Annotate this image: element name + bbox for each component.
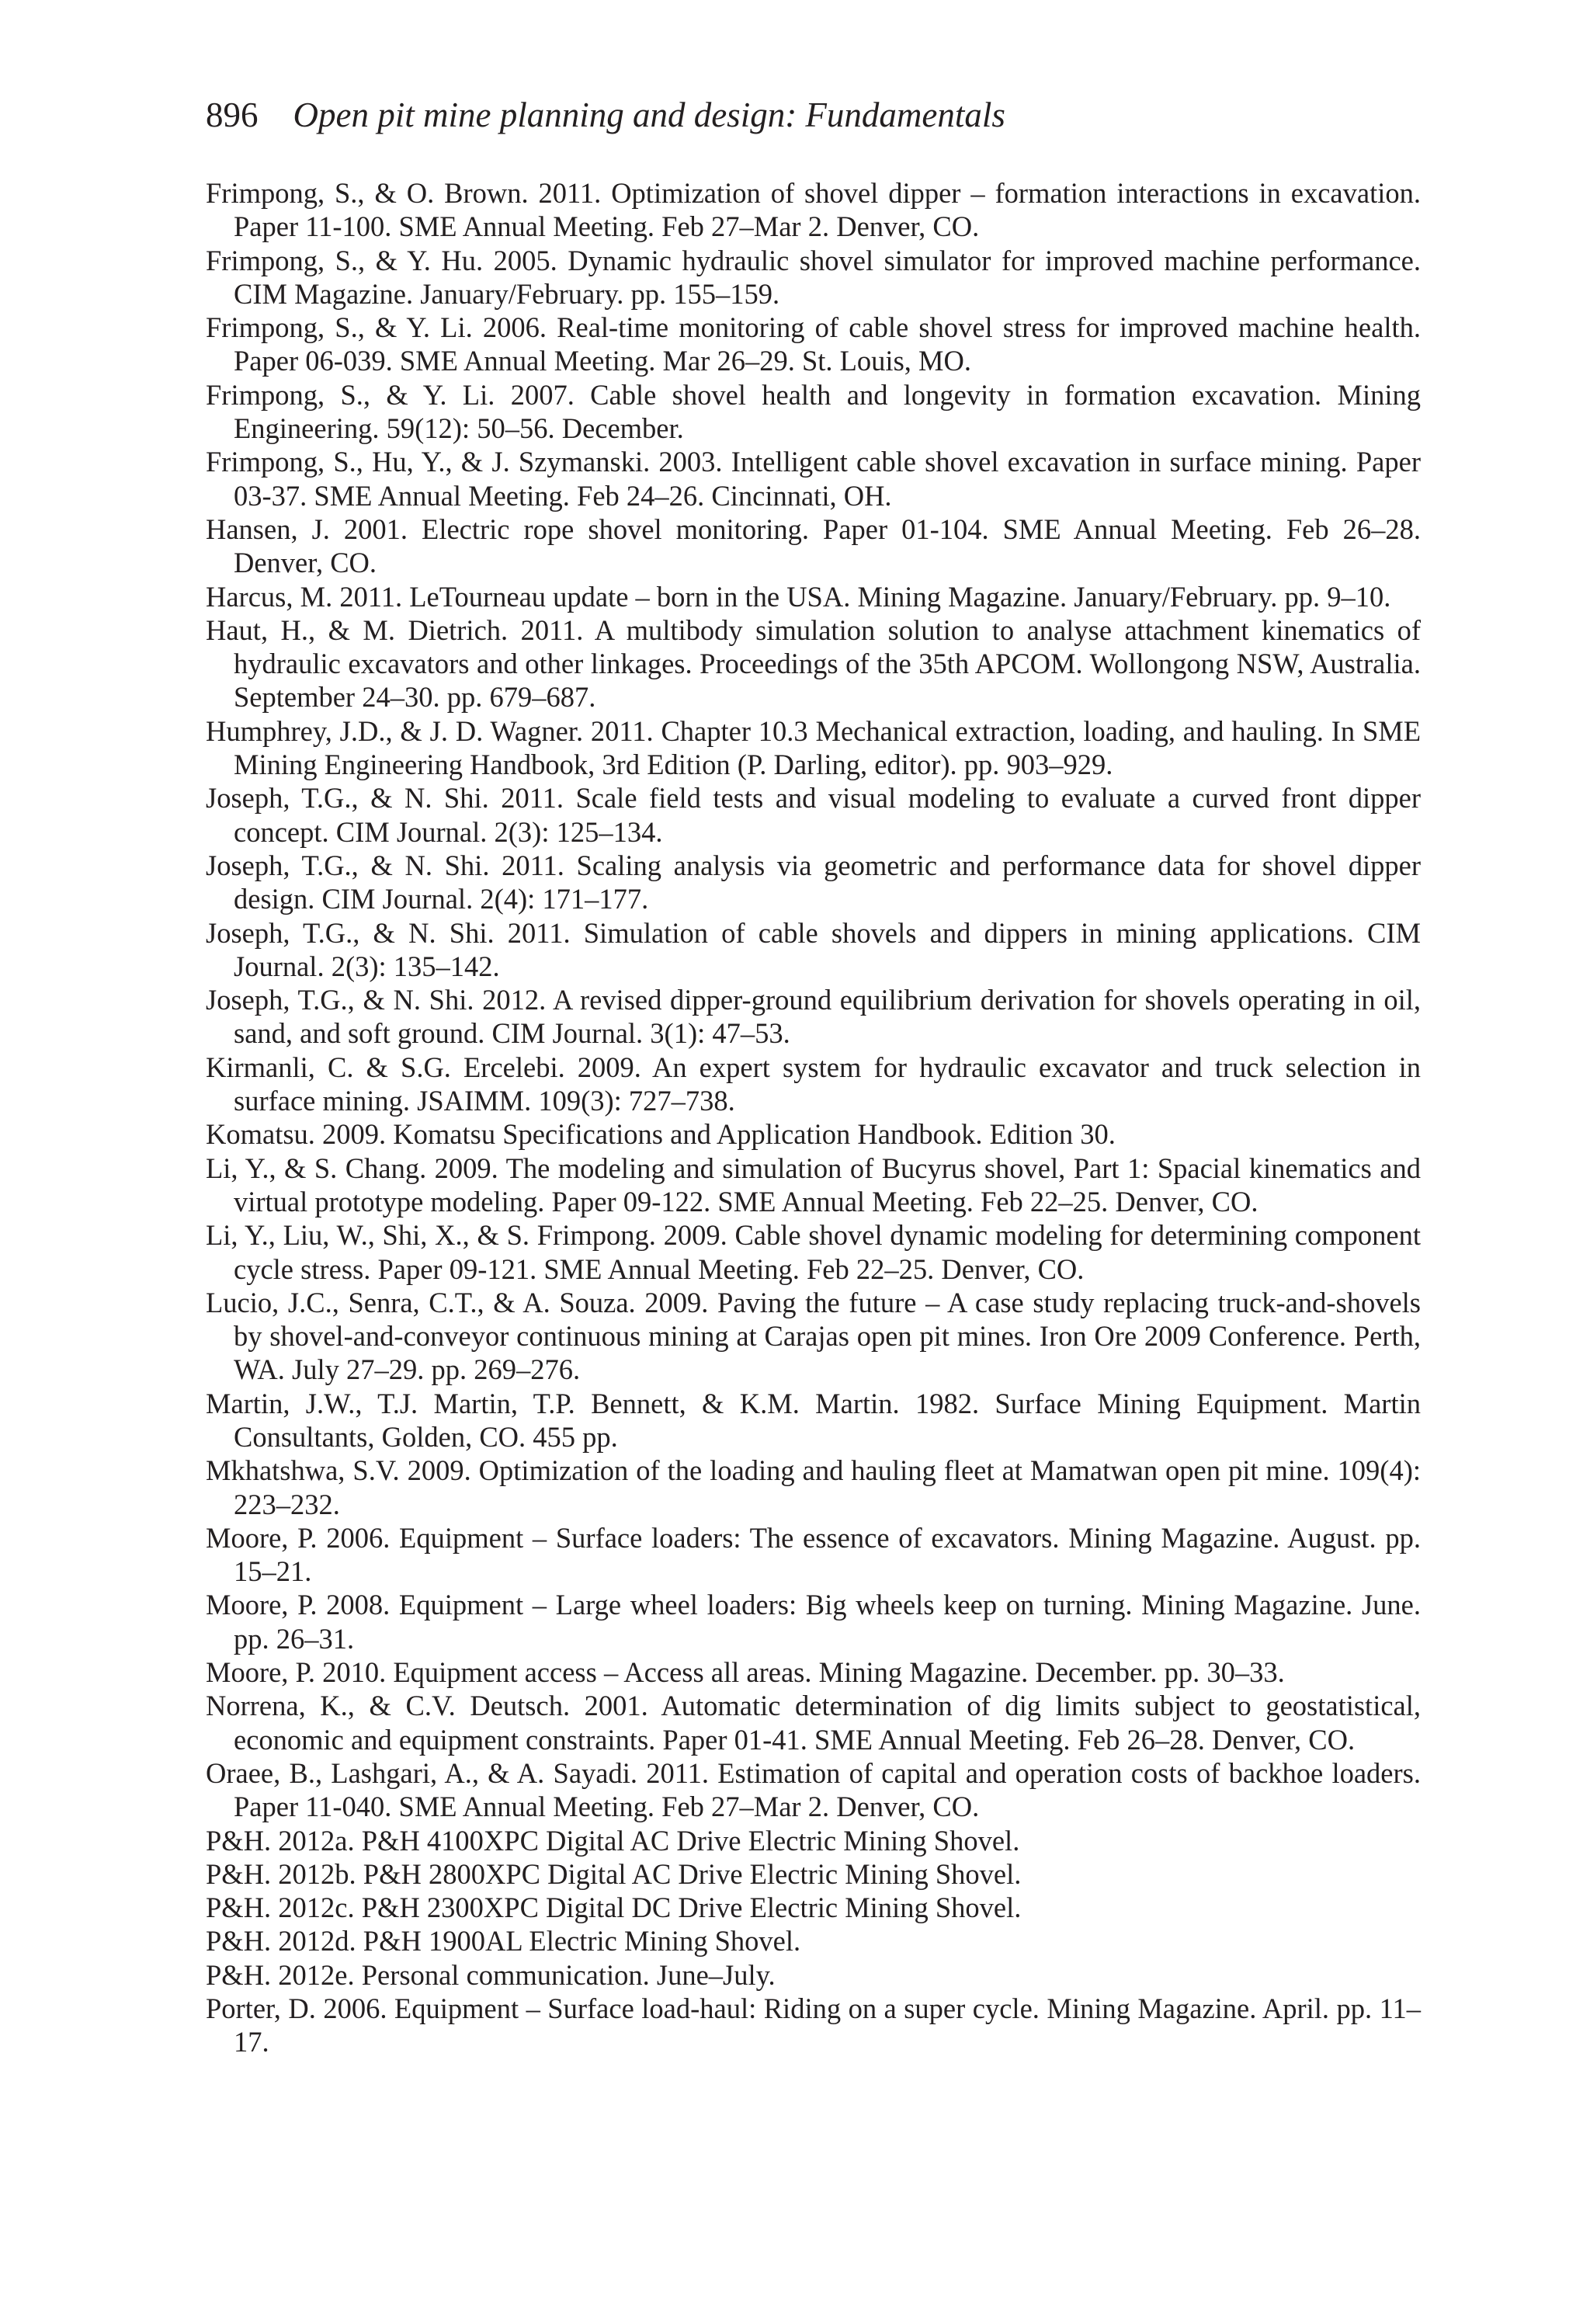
reference-entry: Komatsu. 2009. Komatsu Specifications and Application Handbook. Edition 30. <box>206 1118 1116 1151</box>
reference-entry: Frimpong, S., & O. Brown. 2011. Optimization of shovel dipper – formation interactions in excavation. Paper 11-100. SME Annual Meeting. Feb 27–Mar 2. Denver, CO. <box>206 177 1421 243</box>
reference-entry: Oraee, B., Lashgari, A., & A. Sayadi. 2011. Estimation of capital and operation costs of backhoe loaders. Paper 11-040. SME Annual Meeting. Feb 27–Mar 2. Denver, CO. <box>206 1756 1421 1823</box>
reference-entry: Mkhatshwa, S.V. 2009. Optimization of the loading and hauling fleet at Mamatwan open pit mine. 109(4): 223–232. <box>206 1454 1421 1520</box>
page-number: 896 <box>206 96 259 134</box>
reference-entry: Frimpong, S., & Y. Li. 2007. Cable shovel health and longevity in formation excavation. Mining Engineering. 59(12): 50–56. December. <box>206 378 1421 445</box>
reference-entry: Joseph, T.G., & N. Shi. 2011. Scale field tests and visual modeling to evaluate a curved front dipper concept. CIM Journal. 2(3): 125–134. <box>206 782 1421 848</box>
reference-entry: Joseph, T.G., & N. Shi. 2011. Simulation of cable shovels and dippers in mining applications. CIM Journal. 2(3): 135–142. <box>206 916 1421 982</box>
reference-entry: Frimpong, S., & Y. Hu. 2005. Dynamic hydraulic shovel simulator for improved machine performance. CIM Magazine. January/February. pp. 155–159. <box>206 244 1421 310</box>
reference-entry: Moore, P. 2010. Equipment access – Access all areas. Mining Magazine. December. pp. 30–33. <box>206 1656 1285 1689</box>
reference-entry: Humphrey, J.D., & J. D. Wagner. 2011. Chapter 10.3 Mechanical extraction, loading, and hauling. In SME Mining Engineering Handbook, 3rd Edition (P. Darling, editor). pp. 903–929. <box>206 714 1421 781</box>
reference-entry: Hansen, J. 2001. Electric rope shovel monitoring. Paper 01-104. SME Annual Meeting. Feb 26–28. Denver, CO. <box>206 512 1421 579</box>
reference-entry: Li, Y., Liu, W., Shi, X., & S. Frimpong. 2009. Cable shovel dynamic modeling for determining component cycle stress. Paper 09-121. SME Annual Meeting. Feb 22–25. Denver, CO. <box>206 1219 1421 1285</box>
reference-entry: Haut, H., & M. Dietrich. 2011. A multibody simulation solution to analyse attachment kinematics of hydraulic excavators and other linkages. Proceedings of the 35th APCOM. Wollongong NSW, Australia. September 24–30. pp. 679–687. <box>206 613 1421 714</box>
reference-entry: Joseph, T.G., & N. Shi. 2011. Scaling analysis via geometric and performance data for shovel dipper design. CIM Journal. 2(4): 171–177. <box>206 849 1421 915</box>
reference-entry: Frimpong, S., & Y. Li. 2006. Real-time monitoring of cable shovel stress for improved machine health. Paper 06-039. SME Annual Meeting. Mar 26–29. St. Louis, MO. <box>206 311 1421 377</box>
reference-entry: P&H. 2012e. Personal communication. June–July. <box>206 1958 776 1991</box>
reference-list <box>206 176 1421 2059</box>
reference-entry: Frimpong, S., Hu, Y., & J. Szymanski. 2003. Intelligent cable shovel excavation in surface mining. Paper 03-37. SME Annual Meeting. Feb 24–26. Cincinnati, OH. <box>206 446 1421 512</box>
reference-entry: Lucio, J.C., Senra, C.T., & A. Souza. 2009. Paving the future – A case study replacing truck-and-shovels by shovel-and-conveyor continuous mining at Carajas open pit mines. Iron Ore 2009 Conference. Perth, WA. July 27–29. pp. 269–276. <box>206 1286 1421 1386</box>
reference-entry: P&H. 2012a. P&H 4100XPC Digital AC Drive Electric Mining Shovel. <box>206 1824 1020 1857</box>
reference-entry: Moore, P. 2008. Equipment – Large wheel loaders: Big wheels keep on turning. Mining Magazine. June. pp. 26–31. <box>206 1589 1421 1655</box>
reference-entry: Norrena, K., & C.V. Deutsch. 2001. Automatic determination of dig limits subject to geostatistical, economic and equipment constraints. Paper 01-41. SME Annual Meeting. Feb 26–28. Denver, CO. <box>206 1690 1421 1756</box>
reference-entry: P&H. 2012b. P&H 2800XPC Digital AC Drive Electric Mining Shovel. <box>206 1857 1022 1890</box>
reference-entry: Harcus, M. 2011. LeTourneau update – born in the USA. Mining Magazine. January/February. pp. 9–10. <box>206 580 1391 613</box>
reference-entry: Martin, J.W., T.J. Martin, T.P. Bennett, & K.M. Martin. 1982. Surface Mining Equipment. Martin Consultants, Golden, CO. 455 pp. <box>206 1387 1421 1453</box>
reference-entry: P&H. 2012d. P&H 1900AL Electric Mining Shovel. <box>206 1925 801 1958</box>
reference-entry: Kirmanli, C. & S.G. Ercelebi. 2009. An expert system for hydraulic excavator and truck selection in surface mining. JSAIMM. 109(3): 727–738. <box>206 1051 1421 1117</box>
reference-entry: Moore, P. 2006. Equipment – Surface loaders: The essence of excavators. Mining Magazine. August. pp. 15–21. <box>206 1521 1421 1588</box>
running-title: Open pit mine planning and design: Fundamentals <box>293 96 1005 134</box>
reference-entry: Li, Y., & S. Chang. 2009. The modeling and simulation of Bucyrus shovel, Part 1: Spacial kinematics and virtual prototype modeling. Paper 09-122. SME Annual Meeting. Feb 22–25. Denver, CO. <box>206 1152 1421 1218</box>
reference-entry: P&H. 2012c. P&H 2300XPC Digital DC Drive Electric Mining Shovel. <box>206 1892 1022 1924</box>
reference-entry: Joseph, T.G., & N. Shi. 2012. A revised dipper-ground equilibrium derivation for shovels operating in oil, sand, and soft ground. CIM Journal. 3(1): 47–53. <box>206 984 1421 1050</box>
reference-entry: Porter, D. 2006. Equipment – Surface load-haul: Riding on a super cycle. Mining Magazine. April. pp. 11–17. <box>206 1992 1421 2058</box>
running-head <box>206 94 1005 136</box>
